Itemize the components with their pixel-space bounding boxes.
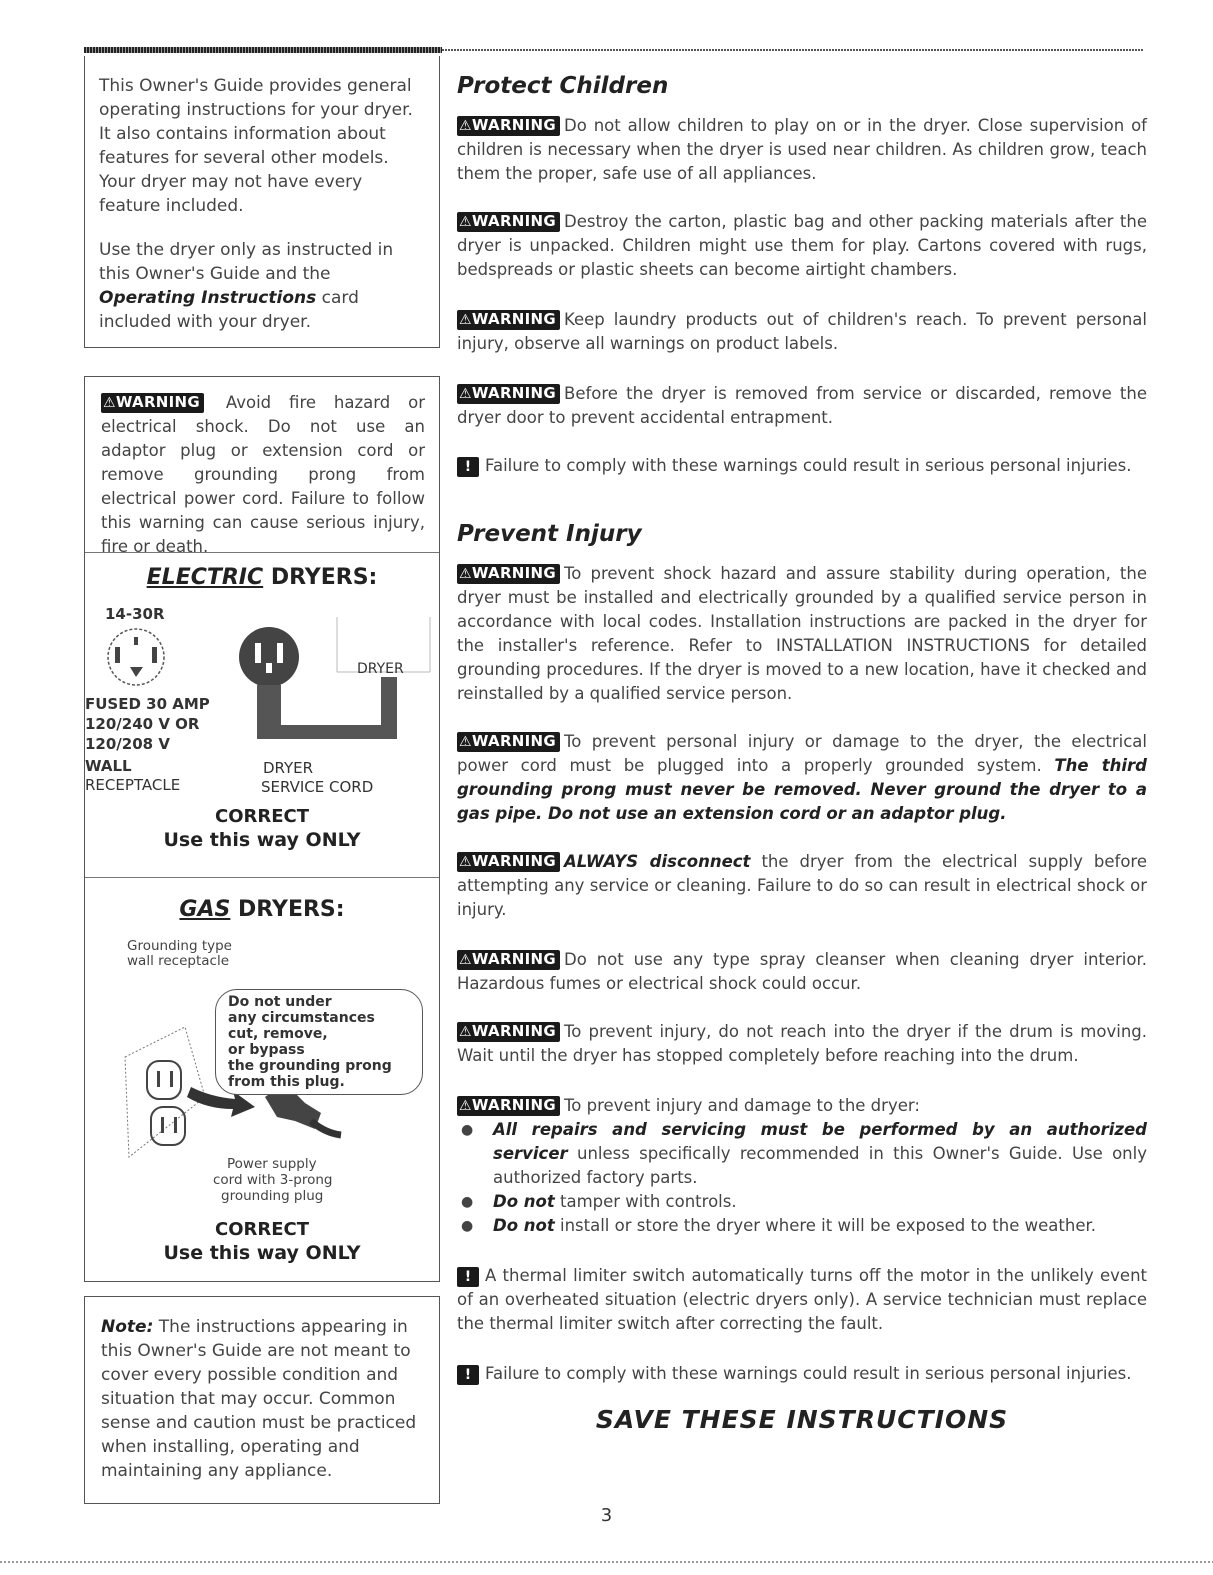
warning-badge: ⚠WARNING [457,852,560,872]
warning-triangle-icon: ⚠ [459,854,472,870]
prevent-warning-2: ⚠WARNING To prevent personal injury or damage to the dryer, the electrical power cord must be plugged into a properly grounded system. The third grounding prong must never be removed. Never ground the dryer to a gas pipe. Do not use an extension cord or an adaptor plug. [457,732,1147,823]
intro-paragraph-2: Use the dryer only as instructed in this Owner's Guide and the Operating Instructions card included with your dryer. [99,240,394,332]
protect-warning-2: ⚠WARNING Destroy the carton, plastic bag and other packing materials after the dryer is unpacked. Children might use them for play. Cartons covered with rugs, bedspreads or plastic sheets can become airtight chambers. [457,212,1147,279]
divider [85,877,439,878]
warning-triangle-icon: ⚠ [459,118,472,134]
warning-badge: ⚠WARNING [457,384,560,404]
warning-badge: ⚠WARNING [457,310,560,330]
dryer-cord-label: DRYER [263,759,314,777]
electric-plug-icon [239,617,430,739]
warning-triangle-icon: ⚠ [459,1024,472,1040]
voltage-label-2: 120/208 V [85,735,170,753]
alert-icon: ! [457,457,479,477]
divider [85,552,439,553]
note-box: Note: The instructions appearing in this Owner's Guide are not meant to cover every possible condition and situation that may occur. Common sense and caution must be practiced when installing, operating and maintaining any appliance. [84,1296,440,1504]
warning-badge: ⚠WARNING [101,393,204,413]
receptacle-code: 14-30R [105,605,165,623]
prevent-injury-heading: Prevent Injury [457,521,642,547]
warning-badge: ⚠WARNING [457,1096,560,1116]
warning-triangle-icon: ⚠ [459,214,472,230]
warning-badge: ⚠WARNING [457,1022,560,1042]
service-cord-label: SERVICE CORD [261,778,374,796]
left-warning: ⚠WARNING Avoid fire hazard or electrical shock. Do not use an adaptor plug or extension cord or remove grounding prong from electrical power cord. Failure to follow this warning can cause serious injury, fire or death. [101,393,425,556]
warning-badge: ⚠WARNING [457,732,560,752]
alert-icon: ! [457,1365,479,1385]
receptacle-14-30r-icon [108,629,164,685]
receptacle-label: RECEPTACLE [85,776,181,794]
protect-warning-1: ⚠WARNING Do not allow children to play on or in the dryer. Close supervision of children is necessary when the dryer is used near children. As children grow, teach them the proper, safe use of all appliances. [457,116,1147,183]
protect-warning-3: ⚠WARNING Keep laundry products out of children's reach. To prevent personal injury, observe all warnings on product labels. [457,310,1147,353]
protect-children-heading: Protect Children [457,73,669,99]
bullet-icon: ● [461,1122,474,1138]
gas-correct: CORRECT Use this way ONLY [163,1219,361,1264]
grounding-type-label: Grounding type [127,938,232,954]
grounding-warning-box [84,376,440,1282]
dryer-label: DRYER [357,661,404,677]
warning-triangle-icon: ⚠ [459,312,472,328]
warning-badge: ⚠WARNING [457,212,560,232]
fused-label: FUSED 30 AMP [85,695,210,713]
thermal-limiter-note: ! A thermal limiter switch automatically turns off the motor in the unlikely event of an overheated situation (electric dryers only). A service technician must replace the thermal limiter switch after correcting the fault. [457,1266,1147,1333]
protect-warning-4: ⚠WARNING Before the dryer is removed from service or discarded, remove the dryer door to prevent accidental entrapment. [457,384,1147,427]
prevent-warning-1: ⚠WARNING To prevent shock hazard and assure stability during operation, the dryer must be installed and electrically grounded by a qualified service person in accordance with local codes. Installation instructions are packed in the dryer for the installer's reference. Refer to INSTALLATION INSTRUCTIONS for detailed grounding procedures. If the dryer is moved to a new location, have it checked and reinstalled by a qualified service person. [457,564,1147,703]
warning-triangle-icon: ⚠ [459,952,472,968]
power-supply-label-2: cord with 3-prong [213,1172,333,1188]
warning-badge: ⚠WARNING [457,564,560,584]
prevent-warning-3: ⚠WARNING ALWAYS disconnect the dryer from the electrical supply before attempting any service or cleaning. Failure to do so can result in electrical shock or injury. [457,852,1148,919]
bullet-icon: ● [461,1218,474,1234]
wall-label: WALL [85,757,132,775]
power-supply-label-3: grounding plug [221,1188,324,1204]
warning-triangle-icon: ⚠ [459,734,472,750]
warning-triangle-icon: ⚠ [459,566,472,582]
electric-dryers-title: ELECTRIC DRYERS: [146,565,378,590]
bullet-icon: ● [461,1194,474,1210]
grounding-prong-warning-bubble: Do not under any circumstances cut, remove, or bypass the grounding prong from this plug. [215,989,423,1095]
save-instructions: SAVE THESE INSTRUCTIONS [595,1405,1009,1434]
page-number: 3 [600,1505,613,1526]
protect-failure-note: ! Failure to comply with these warnings could result in serious personal injuries. [457,454,1147,478]
bottom-rule [0,1561,1213,1563]
prevent-failure-note: ! Failure to comply with these warnings could result in serious personal injuries. [457,1362,1147,1386]
warning-badge: ⚠WARNING [457,116,560,136]
voltage-label-1: 120/240 V OR [85,715,200,733]
prevent-warning-5: ⚠WARNING To prevent injury, do not reach into the dryer if the drum is moving. Wait until the dryer has stopped completely before reaching into the drum. [457,1022,1147,1065]
prevent-warning-6: ⚠WARNING To prevent injury and damage to the dryer: [459,1096,920,1115]
intro-box [84,56,440,348]
right-column: Protect Children ⚠WARNING Do not allow children to play on or in the dryer. Close supervision of children is necessary when the dryer is used near children. As children grow, teach them the proper, safe use of all appliances. ⚠WARNING Destroy the carton, plastic bag and other packing materials after the dryer is unpacked. Children might use them for play. Cartons covered with rugs, bedspreads or plastic sheets can become airtight chambers. ⚠WARNING Keep laundry products out of children's reach. To prevent personal injury, observe all warnings on product labels. ⚠WARNING Before the dryer is removed from service or discarded, remove the dryer door to prevent accidental entrapment. ! Failure to comply with these warnings could result in serious personal injuries. Prevent Injury ⚠WARNING To prevent shock hazard and assure stability during operation, the dryer must be installed and electrically grounded by a qualified service person in accordance with local codes. Installation instructions are packed in the dryer for the installer's reference. Refer to INSTALLATION INSTRUCTIONS for detailed grounding procedures. If the dryer is moved to a new location, have it checked and reinstalled by a qualified service person. ⚠WARNING To prevent personal injury or damage to the dryer, the electrical power cord must be plugged into a properly grounded system. The third grounding prong must never be removed. Never ground the dryer to a gas pipe. Do not use an extension cord or an adaptor plug. ⚠WARNING ALWAYS disconnect the dryer from the electrical supply before attempting any service or cleaning. Failure to do so can result in electrical shock or injury. ⚠WARNING Do not use any type spray cleanser when cleaning dryer interior. Hazardous fumes or electrical shock could occur. ⚠WARNING To prevent injury, do not reach into the dryer if the drum is moving. Wait until the dryer has stopped completely before reaching into the drum. ⚠WARNING To prevent injury and damage to the dryer: ● All repairs and servicing must be performed by an authorized servicer unless specifically recommended in this Owner's Guide. Use only authorized factory parts. ● Do not tamper with controls. ● Do not install or store the dryer where it will be exposed to the weather. ! A thermal limiter switch automatically turns off the motor in the unlikely event of an overheated situation (electric dryers only). A service technician must replace the thermal limiter switch after correcting the fault. ! Failure to comply with these warnings could result in serious personal injuries. [457,74,1147,1404]
warning-triangle-icon: ⚠ [459,1098,472,1114]
top-rule [84,47,1144,53]
alert-icon: ! [457,1267,479,1287]
power-supply-label-1: Power supply [227,1156,317,1172]
intro-paragraph-1: This Owner's Guide provides general operating instructions for your dryer. It also contains information about features for several other models. Your dryer may not have every feature included. [99,76,413,216]
warning-triangle-icon: ⚠ [459,386,472,402]
wall-receptacle-label: wall receptacle [127,953,230,969]
electric-correct: CORRECT Use this way ONLY [163,806,361,851]
warning-triangle-icon: ⚠ [103,395,116,411]
gas-dryers-title: GAS DRYERS: [179,897,345,922]
prevent-warning-4: ⚠WARNING Do not use any type spray cleanser when cleaning dryer interior. Hazardous fumes or electrical shock could occur. [457,950,1147,993]
warning-badge: ⚠WARNING [457,950,560,970]
